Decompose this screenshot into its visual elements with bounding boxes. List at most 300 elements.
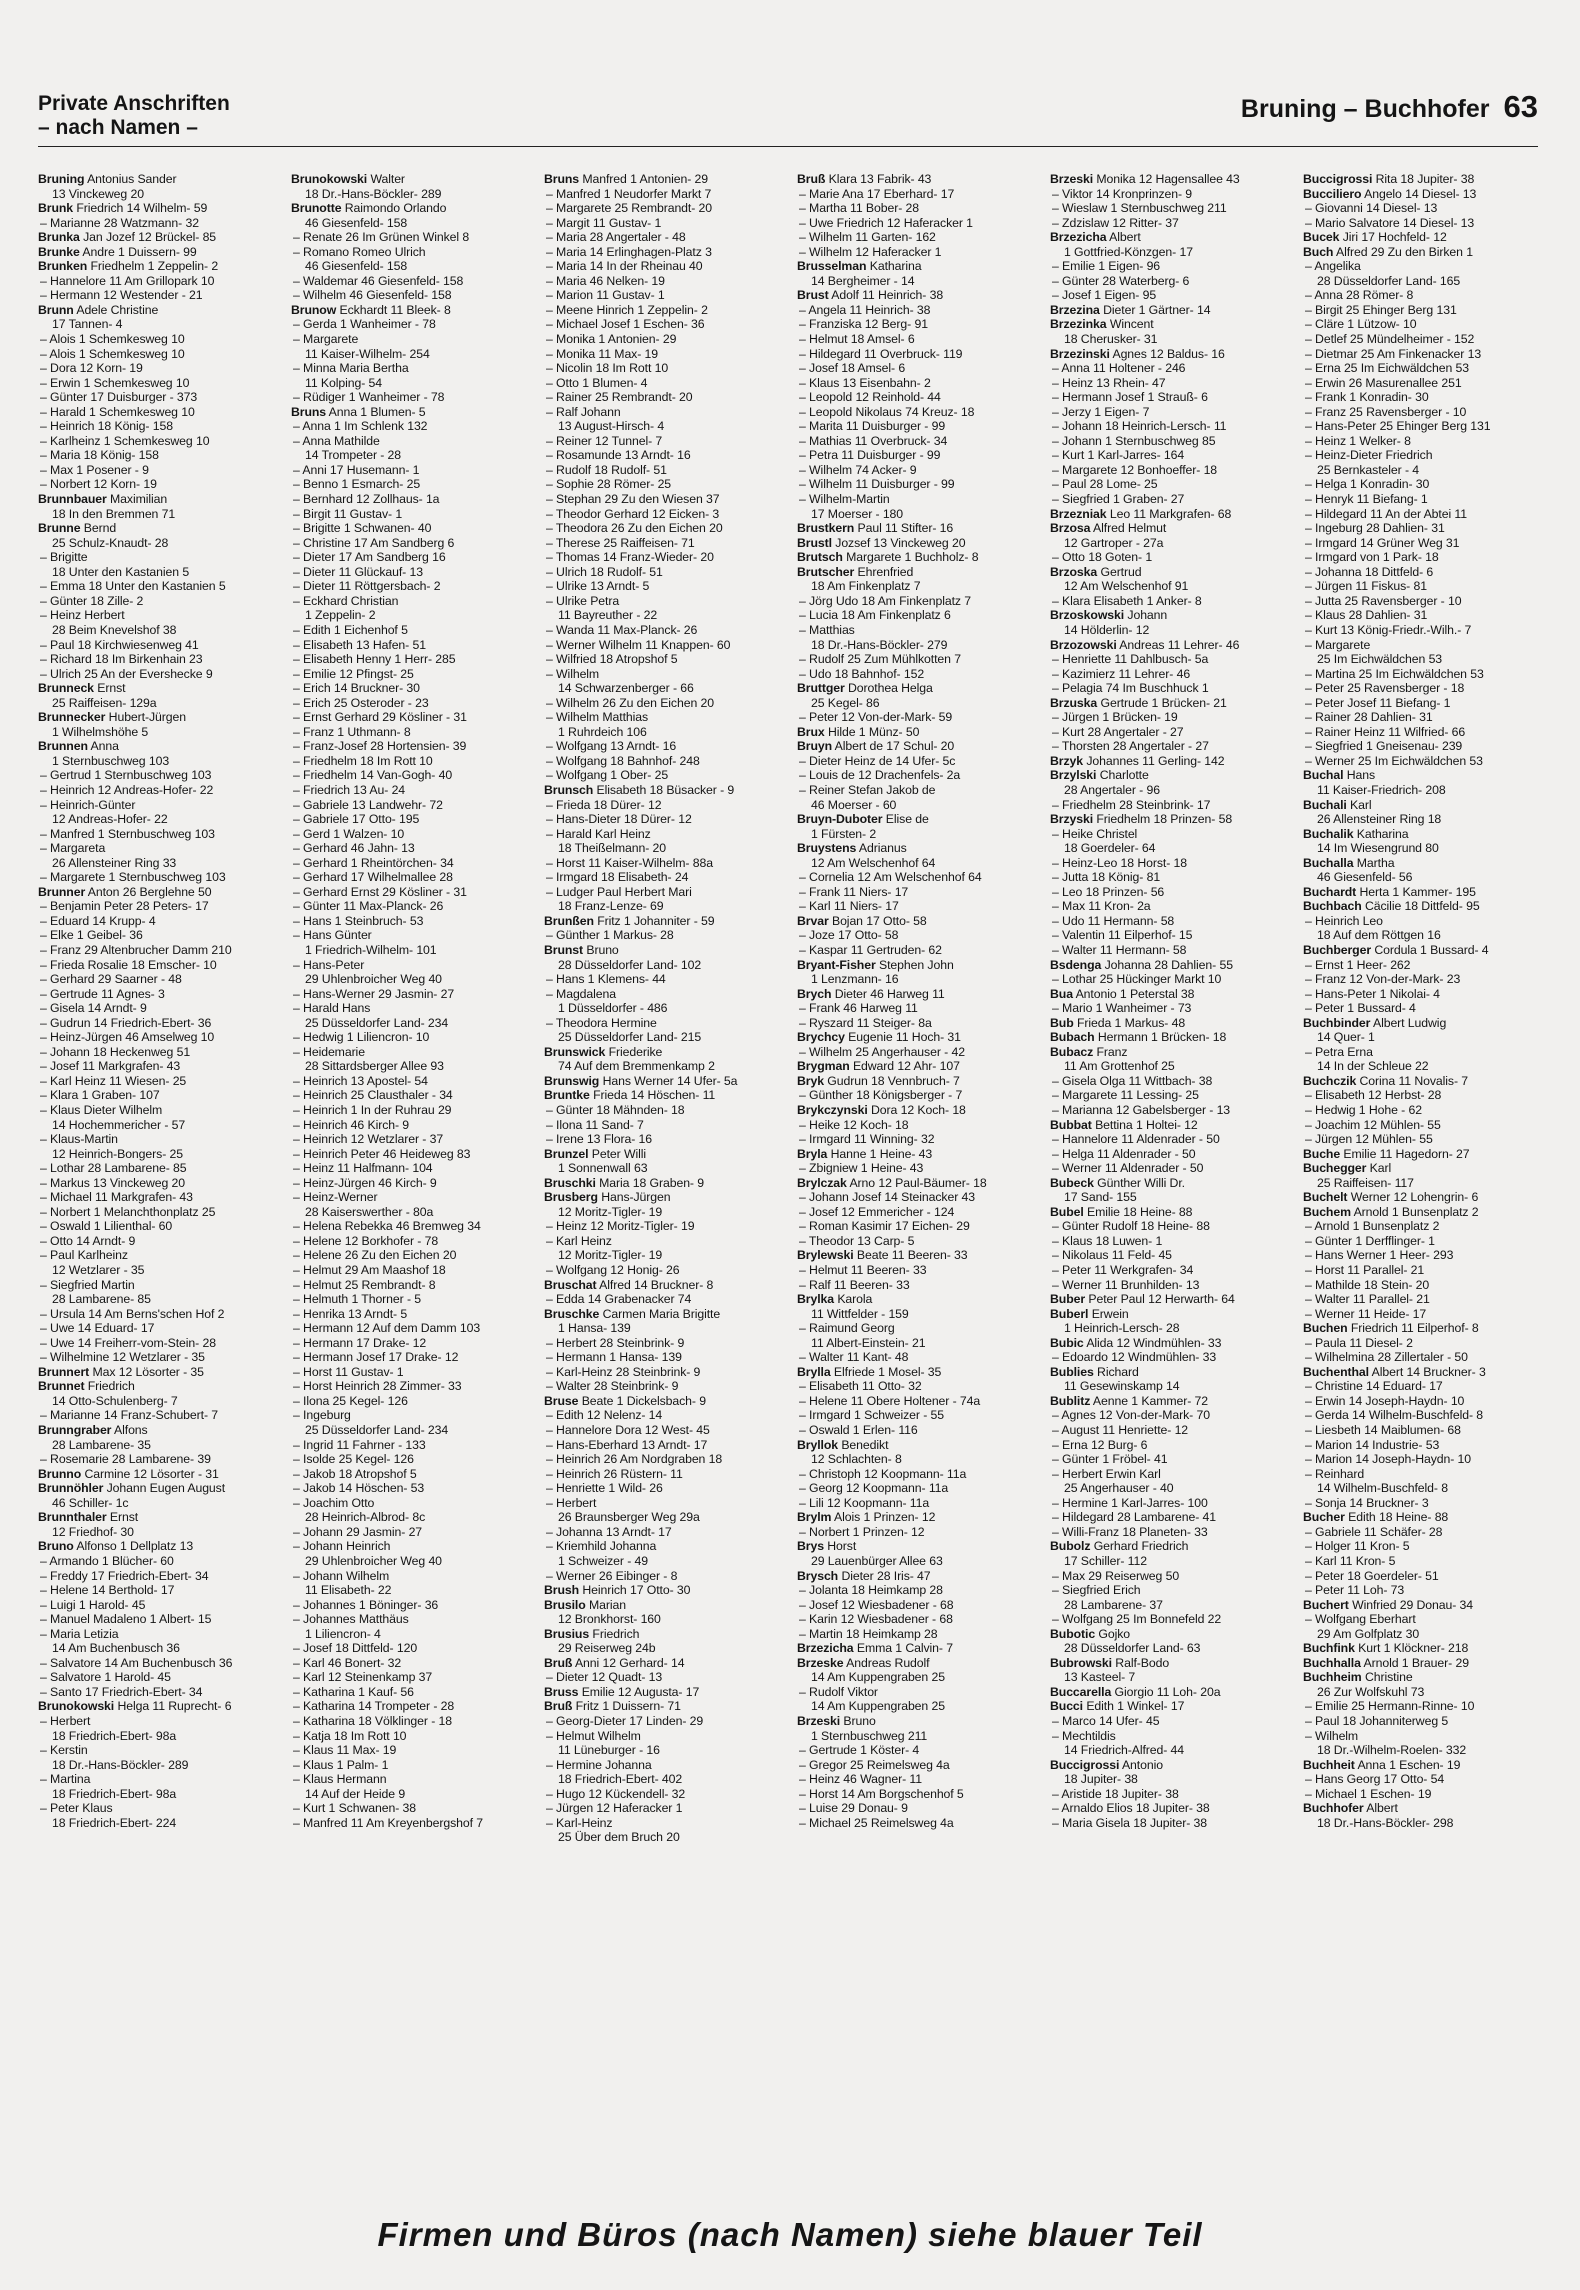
- entry-text: 28 Lambarene- 85: [52, 1292, 151, 1307]
- directory-entry: [797, 1147, 1042, 1162]
- entry-text: – Wolfgang 1 Ober- 25: [546, 768, 669, 783]
- entry-text: 14 Am Buchenbusch 36: [52, 1641, 180, 1656]
- entry-text: Bruno: [843, 1713, 876, 1728]
- entry-text: 74 Auf dem Bremmenkamp 2: [558, 1059, 715, 1074]
- directory-entry: [291, 1030, 536, 1045]
- directory-entry: [1303, 1423, 1538, 1438]
- directory-entry: [291, 1423, 536, 1438]
- entry-text: Albert Ludwig: [1372, 1015, 1447, 1030]
- entry-text: – Ernst 1 Heer- 262: [1305, 957, 1411, 972]
- directory-entry: [797, 245, 1042, 260]
- entry-text: – Otto 18 Goten- 1: [1052, 550, 1153, 565]
- directory-entry: [291, 1219, 536, 1234]
- entry-text: Carmine 12 Lösorter - 31: [84, 1466, 219, 1481]
- directory-entry: [544, 1394, 789, 1409]
- entry-text: Dieter 46 Harweg 11: [834, 986, 945, 1001]
- directory-entry: [1303, 1292, 1538, 1307]
- directory-entry: [1050, 434, 1295, 449]
- entry-text: – Jutta 18 König- 81: [1052, 870, 1161, 885]
- directory-entry: [38, 1801, 283, 1816]
- surname: Bruß: [797, 172, 826, 186]
- directory-entry: [291, 303, 536, 318]
- directory-entry: [291, 958, 536, 973]
- directory-entry: [1050, 507, 1295, 522]
- surname: Brunnen: [38, 739, 88, 754]
- surname: Brunnthaler: [38, 1510, 107, 1525]
- entry-text: – Irene 13 Flora- 16: [546, 1132, 653, 1147]
- directory-entry: [1303, 1496, 1538, 1511]
- entry-text: – Heinrich 18 König- 158: [40, 419, 173, 434]
- entry-text: – Klaus Dieter Wilhelm: [40, 1103, 163, 1117]
- entry-text: Friedrich: [592, 1626, 640, 1641]
- directory-entry: [544, 521, 789, 536]
- entry-text: Agnes 12 Baldus- 16: [1112, 346, 1225, 361]
- entry-text: 14 Am Kuppengraben 25: [811, 1699, 945, 1714]
- entry-text: – Roman Kasimir 17 Eichen- 29: [799, 1219, 970, 1234]
- entry-text: 18 Am Finkenplatz 7: [811, 579, 921, 594]
- directory-entry: [797, 943, 1042, 958]
- surname: Brunn: [38, 302, 74, 317]
- directory-entry: [38, 1074, 283, 1089]
- directory-entry: [797, 1438, 1042, 1453]
- directory-entry: [1050, 1627, 1295, 1642]
- directory-entry: [544, 754, 789, 769]
- directory-entry: [291, 1758, 536, 1773]
- directory-entry: [544, 1118, 789, 1133]
- directory-entry: [544, 259, 789, 274]
- directory-entry: [38, 1408, 283, 1423]
- directory-entry: [1303, 841, 1538, 856]
- directory-entry: [1303, 1132, 1538, 1147]
- entry-text: – Bernhard 12 Zollhaus- 1a: [293, 492, 440, 507]
- entry-text: Frieda 1 Markus- 48: [1076, 1015, 1186, 1030]
- directory-entry: [1050, 245, 1295, 260]
- directory-entry: [1303, 754, 1538, 769]
- directory-entry: [797, 1118, 1042, 1133]
- directory-entry: [797, 463, 1042, 478]
- directory-entry: [1050, 885, 1295, 900]
- directory-entry: [544, 492, 789, 507]
- entry-text: Anna: [90, 739, 119, 754]
- directory-entry: [797, 1321, 1042, 1336]
- directory-entry: [38, 1423, 283, 1438]
- surname: Bublies: [1050, 1364, 1094, 1379]
- entry-text: – Elke 1 Geibel- 36: [40, 928, 143, 943]
- surname: Brylm: [797, 1510, 832, 1525]
- directory-entry: [38, 288, 283, 303]
- entry-text: – Klaus 1 Palm- 1: [293, 1757, 389, 1772]
- directory-entry: [1050, 1816, 1295, 1831]
- directory-entry: [544, 405, 789, 420]
- entry-text: – Wilhelm 26 Zu den Eichen 20: [546, 695, 714, 710]
- directory-entry: [38, 1118, 283, 1133]
- directory-entry: [1303, 1190, 1538, 1205]
- directory-entry: [1050, 303, 1295, 318]
- surname: Buberl: [1050, 1306, 1089, 1321]
- directory-entry: [291, 1132, 536, 1147]
- entry-text: – Erwin 1 Schemkesweg 10: [40, 375, 190, 390]
- entry-text: Gertrud: [1100, 564, 1142, 579]
- directory-entry: [38, 1685, 283, 1700]
- entry-text: – Edda 14 Grabenacker 74: [546, 1292, 692, 1307]
- entry-text: – Anna Mathilde: [293, 433, 380, 448]
- entry-text: – Johannes 1 Böninger- 36: [293, 1597, 439, 1612]
- directory-entry: [38, 1292, 283, 1307]
- directory-entry: [544, 477, 789, 492]
- entry-text: – Werner 25 Im Eichwäldchen 53: [1305, 753, 1483, 768]
- surname: Brunotte: [291, 201, 342, 216]
- directory-entry: [38, 710, 283, 725]
- directory-entry: [544, 943, 789, 958]
- entry-text: – Gertrude 1 Köster- 4: [799, 1743, 920, 1758]
- directory-entry: [38, 419, 283, 434]
- entry-text: 28 Lambarene- 37: [1064, 1597, 1163, 1612]
- directory-entry: [291, 1161, 536, 1176]
- entry-text: – Birgit 25 Ehinger Berg 131: [1305, 302, 1457, 317]
- directory-entry: [544, 987, 789, 1002]
- entry-text: 18 Theißelmann- 20: [558, 841, 667, 856]
- directory-entry: [38, 972, 283, 987]
- directory-entry: [1303, 725, 1538, 740]
- entry-text: – Wilhelm Matthias: [546, 710, 649, 725]
- directory-entry: [1050, 1438, 1295, 1453]
- surname: Brychcy: [797, 1030, 845, 1045]
- entry-text: – Hannelore Dora 12 West- 45: [546, 1423, 710, 1438]
- entry-text: – Max 29 Reiserweg 50: [1052, 1568, 1180, 1583]
- entry-text: 26 Allensteiner Ring 33: [52, 855, 177, 870]
- entry-text: – Ralf 11 Beeren- 33: [799, 1277, 910, 1292]
- entry-text: – Irmgard 18 Elisabeth- 24: [546, 870, 689, 885]
- entry-text: Monika 12 Hagensallee 43: [1096, 172, 1240, 186]
- directory-entry: [38, 914, 283, 929]
- entry-text: 18 Dr.-Wilhelm-Roelen- 332: [1317, 1743, 1467, 1758]
- directory-entry: [1303, 1554, 1538, 1569]
- surname: Bryant-Fisher: [797, 957, 876, 972]
- entry-text: – Waldemar 46 Giesenfeld- 158: [293, 273, 464, 288]
- directory-entry: [1050, 856, 1295, 871]
- entry-text: 14 Quer- 1: [1317, 1030, 1375, 1045]
- entry-text: – Nikolaus 11 Feld- 45: [1052, 1248, 1172, 1263]
- entry-text: – Werner 26 Eibinger - 8: [546, 1568, 678, 1583]
- entry-text: – Frank 11 Niers- 17: [799, 884, 909, 899]
- entry-text: – Friedhelm 14 Van-Gogh- 40: [293, 768, 453, 783]
- entry-text: – Joachim 12 Mühlen- 55: [1305, 1117, 1441, 1132]
- surname: Brunst: [544, 942, 584, 957]
- entry-text: – Manfred 1 Sternbuschweg 103: [40, 826, 215, 841]
- entry-text: – Udo 18 Bahnhof- 152: [799, 666, 925, 681]
- entry-text: – Leo 18 Prinzen- 56: [1052, 884, 1165, 899]
- entry-text: Hilde 1 Münz- 50: [827, 724, 920, 739]
- directory-entry: [1050, 1292, 1295, 1307]
- entry-text: – Michael 25 Reimelsweg 4a: [799, 1815, 954, 1830]
- directory-entry: [1050, 987, 1295, 1002]
- surname: Brylka: [797, 1292, 834, 1307]
- surname: Buchbach: [1303, 899, 1362, 914]
- directory-entry: [1050, 958, 1295, 973]
- directory-entry: [544, 1423, 789, 1438]
- entry-text: – Günter 11 Max-Planck- 26: [293, 899, 444, 914]
- entry-text: – Uwe 14 Freiherr-vom-Stein- 28: [40, 1335, 216, 1350]
- entry-text: – Jolanta 18 Heimkamp 28: [799, 1583, 943, 1598]
- directory-entry: [38, 987, 283, 1002]
- surname: Bryllok: [797, 1437, 838, 1452]
- directory-entry: [1303, 361, 1538, 376]
- entry-text: 13 August-Hirsch- 4: [558, 419, 665, 434]
- entry-text: Corina 11 Novalis- 7: [1359, 1073, 1469, 1088]
- entry-text: Dieter 1 Gärtner- 14: [1103, 302, 1211, 317]
- entry-text: 26 Zur Wolfskuhl 73: [1317, 1684, 1425, 1699]
- entry-text: – Katharina 1 Kauf- 56: [293, 1684, 414, 1699]
- directory-entry: [797, 1641, 1042, 1656]
- entry-text: 29 Am Golfplatz 30: [1317, 1626, 1420, 1641]
- directory-entry: [797, 885, 1042, 900]
- entry-text: – Karin 12 Wiesbadener - 68: [799, 1612, 953, 1627]
- directory-entry: [291, 1685, 536, 1700]
- entry-text: Arno 12 Paul-Bäumer- 18: [849, 1175, 987, 1190]
- directory-entry: [544, 827, 789, 842]
- surname: Buchardt: [1303, 884, 1357, 899]
- surname: Bsdenga: [1050, 957, 1102, 972]
- directory-entry: [38, 1539, 283, 1554]
- directory-entry: [544, 1074, 789, 1089]
- entry-text: Aenne 1 Kammer- 72: [1092, 1393, 1209, 1408]
- directory-entry: [38, 1452, 283, 1467]
- directory-entry: [1303, 1394, 1538, 1409]
- entry-text: Eugenie 11 Hoch- 31: [848, 1030, 961, 1045]
- directory-entry: [38, 1772, 283, 1787]
- entry-text: 17 Schiller- 112: [1064, 1553, 1147, 1568]
- directory-entry: [38, 754, 283, 769]
- directory-entry: [1303, 1001, 1538, 1016]
- directory-entry: [1050, 405, 1295, 420]
- directory-entry: [38, 1787, 283, 1802]
- directory-entry: [291, 1248, 536, 1263]
- entry-text: – Mechtildis: [1052, 1728, 1116, 1743]
- directory-entry: [544, 1525, 789, 1540]
- directory-entry: [544, 1030, 789, 1045]
- directory-entry: [544, 274, 789, 289]
- entry-text: Johanna 28 Dahlien- 55: [1104, 957, 1233, 972]
- directory-entry: [544, 1307, 789, 1322]
- directory-entry: [797, 1263, 1042, 1278]
- directory-entry: [797, 1423, 1042, 1438]
- directory-entry: [797, 739, 1042, 754]
- entry-text: 18 Dr.-Hans-Böckler- 289: [52, 1757, 189, 1772]
- directory-entry: [1303, 1612, 1538, 1627]
- column-1: [38, 172, 283, 2202]
- entry-text: – Heike 12 Koch- 18: [799, 1117, 909, 1132]
- surname: Buccigrossi: [1050, 1757, 1120, 1772]
- entry-text: – Kurt 28 Angertaler - 27: [1052, 724, 1184, 739]
- directory-entry: [1303, 1467, 1538, 1482]
- directory-entry: [291, 768, 536, 783]
- directory-entry: [797, 1045, 1042, 1060]
- directory-entry: [544, 1467, 789, 1482]
- entry-text: Winfried 29 Donau- 34: [1352, 1597, 1474, 1612]
- entry-text: Edith 1 Winkel- 17: [1086, 1699, 1185, 1714]
- directory-entry: [38, 943, 283, 958]
- directory-entry: [1050, 928, 1295, 943]
- directory-entry: [797, 1161, 1042, 1176]
- directory-entry: [38, 1321, 283, 1336]
- entry-text: – Theodora Hermine: [546, 1015, 657, 1030]
- entry-text: 17 Tannen- 4: [52, 317, 123, 332]
- directory-entry: [291, 550, 536, 565]
- entry-text: Edward 12 Ahr- 107: [852, 1059, 960, 1074]
- entry-text: 46 Giesenfeld- 56: [1317, 870, 1413, 885]
- entry-text: – Hans Georg 17 Otto- 54: [1305, 1772, 1445, 1787]
- directory-entry: [1050, 521, 1295, 536]
- surname: Brunngraber: [38, 1423, 112, 1438]
- entry-text: Eckhardt 11 Bleek- 8: [339, 302, 451, 317]
- directory-entry: [544, 332, 789, 347]
- entry-text: – Gerda 1 Wanheimer - 78: [293, 317, 436, 332]
- directory-entry: [544, 1278, 789, 1293]
- entry-text: – Rosamunde 13 Arndt- 16: [546, 448, 691, 463]
- directory-entry: [291, 201, 536, 216]
- directory-entry: [1303, 376, 1538, 391]
- entry-text: Friedhelm 18 Prinzen- 58: [1096, 812, 1233, 827]
- directory-entry: [1303, 245, 1538, 260]
- entry-text: – Jürgen 11 Fiskus- 81: [1305, 579, 1427, 594]
- entry-text: – Franz 25 Ravensberger - 10: [1305, 404, 1467, 419]
- entry-text: – Petra 11 Duisburger - 99: [799, 448, 941, 463]
- entry-text: 14 In der Schleue 22: [1317, 1059, 1429, 1074]
- entry-text: – Paul 18 Kirchwiesenweg 41: [40, 637, 199, 652]
- surname: Brunken: [38, 259, 88, 274]
- entry-text: 28 Lambarene- 35: [52, 1437, 151, 1452]
- directory-entry: [1050, 1787, 1295, 1802]
- directory-entry: [1303, 1743, 1538, 1758]
- entry-text: 11 Kaiser-Friedrich- 208: [1317, 782, 1446, 797]
- entry-text: – Martin 18 Heimkamp 28: [799, 1626, 938, 1641]
- directory-entry: [797, 768, 1042, 783]
- entry-text: – Katja 18 Im Rott 10: [293, 1728, 407, 1743]
- directory-entry: [291, 667, 536, 682]
- name-range: Bruning – Buchhofer: [1240, 95, 1490, 123]
- directory-entry: [1050, 768, 1295, 783]
- entry-text: – Friedrich 13 Au- 24: [293, 782, 406, 797]
- entry-text: – Günter 17 Duisburger - 373: [40, 390, 198, 405]
- entry-text: – Hildegard 11 An der Abtei 11: [1305, 506, 1467, 521]
- entry-text: – Rudolf Viktor: [799, 1684, 878, 1699]
- surname: Brylla: [797, 1364, 831, 1379]
- entry-text: 18 Dr.-Hans-Böckler- 289: [305, 186, 442, 201]
- directory-entry: [1303, 347, 1538, 362]
- directory-entry: [544, 1510, 789, 1525]
- directory-entry: [544, 376, 789, 391]
- entry-text: – Angela 11 Heinrich- 38: [799, 302, 931, 317]
- directory-entry: [1303, 434, 1538, 449]
- surname: Brunßen: [544, 913, 594, 928]
- directory-entry: [1303, 798, 1538, 813]
- entry-text: 28 Düsseldorfer Land- 102: [558, 957, 702, 972]
- entry-text: – Paul 28 Lome- 25: [1052, 477, 1158, 492]
- directory-entry: [1303, 187, 1538, 202]
- directory-entry: [544, 201, 789, 216]
- surname: Buccigrossi: [1303, 172, 1373, 186]
- directory-entry: [38, 725, 283, 740]
- entry-text: – Peter 25 Ravensberger - 18: [1305, 681, 1465, 696]
- entry-text: – Helmut 18 Amsel- 6: [799, 332, 915, 347]
- entry-text: – Matthias: [799, 622, 855, 637]
- directory-entry: [544, 579, 789, 594]
- directory-entry: [38, 1045, 283, 1060]
- directory-entry: [797, 1729, 1042, 1744]
- directory-entry: [544, 463, 789, 478]
- entry-text: – Frieda Rosalie 18 Emscher- 10: [40, 957, 217, 972]
- surname: Bruning: [38, 172, 85, 186]
- directory-entry: [544, 652, 789, 667]
- entry-text: – Heinz-Jürgen 46 Amselweg 10: [40, 1030, 215, 1045]
- directory-entry: [38, 361, 283, 376]
- entry-text: – Martina 25 Im Eichwäldchen 53: [1305, 666, 1484, 681]
- directory-entry: [544, 1714, 789, 1729]
- directory-entry: [797, 332, 1042, 347]
- entry-text: Ehrenfried: [857, 564, 914, 579]
- entry-text: – Wilhelm 46 Giesenfeld- 158: [293, 288, 452, 303]
- directory-entry: [1050, 536, 1295, 551]
- surname: Buchhofer: [1303, 1801, 1364, 1816]
- entry-text: 1 Friedrich-Wilhelm- 101: [305, 942, 437, 957]
- directory-entry: [1303, 1045, 1538, 1060]
- section-title-line1: Private Anschriften: [38, 92, 230, 115]
- entry-text: Kurt 1 Klöckner- 218: [1358, 1641, 1469, 1656]
- entry-text: – Anna 28 Römer- 8: [1305, 288, 1414, 303]
- surname: Brzosa: [1050, 521, 1091, 536]
- directory-entry: [797, 841, 1042, 856]
- directory-entry: [291, 419, 536, 434]
- directory-entry: [1050, 419, 1295, 434]
- entry-text: – Leopold Nikolaus 74 Kreuz- 18: [799, 404, 975, 419]
- entry-text: – Gerhard 17 Wilhelmallee 28: [293, 870, 453, 885]
- entry-text: Erwein: [1091, 1306, 1129, 1321]
- directory-entry: [797, 448, 1042, 463]
- entry-text: – Norbert 1 Melanchthonplatz 25: [40, 1204, 216, 1219]
- entry-text: – Klaus 28 Dahlien- 31: [1305, 608, 1428, 623]
- entry-text: Cäcilie 18 Dittfeld- 95: [1364, 899, 1480, 914]
- entry-text: – Gisela Olga 11 Wittbach- 38: [1052, 1073, 1213, 1088]
- entry-text: – Gerd 1 Walzen- 10: [293, 826, 405, 841]
- directory-entry: [1050, 1569, 1295, 1584]
- header-rule: [38, 146, 1538, 147]
- column-4: [797, 172, 1042, 2202]
- entry-text: 11 Wittfelder - 159: [811, 1306, 909, 1321]
- directory-entry: [291, 798, 536, 813]
- directory-entry: [1303, 987, 1538, 1002]
- entry-text: 14 Otto-Schulenberg- 7: [52, 1393, 178, 1408]
- entry-text: 14 Friedrich-Alfred- 44: [1064, 1743, 1185, 1758]
- surname: Buchen: [1303, 1321, 1348, 1336]
- entry-text: Elise de: [885, 812, 929, 827]
- entry-text: – Otto 14 Arndt- 9: [40, 1233, 136, 1248]
- directory-entry: [291, 1510, 536, 1525]
- entry-text: – Karl Heinz 11 Wiesen- 25: [40, 1073, 187, 1088]
- directory-entry: [797, 1248, 1042, 1263]
- entry-text: Ernst: [97, 681, 126, 696]
- entry-text: 28 Beim Knevelshof 38: [52, 622, 177, 637]
- directory-entry: [291, 681, 536, 696]
- directory-entry: [291, 245, 536, 260]
- directory-entry: [1303, 1758, 1538, 1773]
- entry-text: – Hermann Josef 1 Strauß- 6: [1052, 390, 1208, 405]
- entry-text: Hubert-Jürgen: [108, 710, 186, 725]
- entry-text: – Walter 11 Kant- 48: [799, 1350, 909, 1365]
- entry-text: – Werner 11 Heide- 17: [1305, 1306, 1427, 1321]
- surname: Brusius: [544, 1626, 590, 1641]
- directory-entry: [291, 972, 536, 987]
- entry-text: – Hans Werner 1 Heer- 293: [1305, 1248, 1454, 1263]
